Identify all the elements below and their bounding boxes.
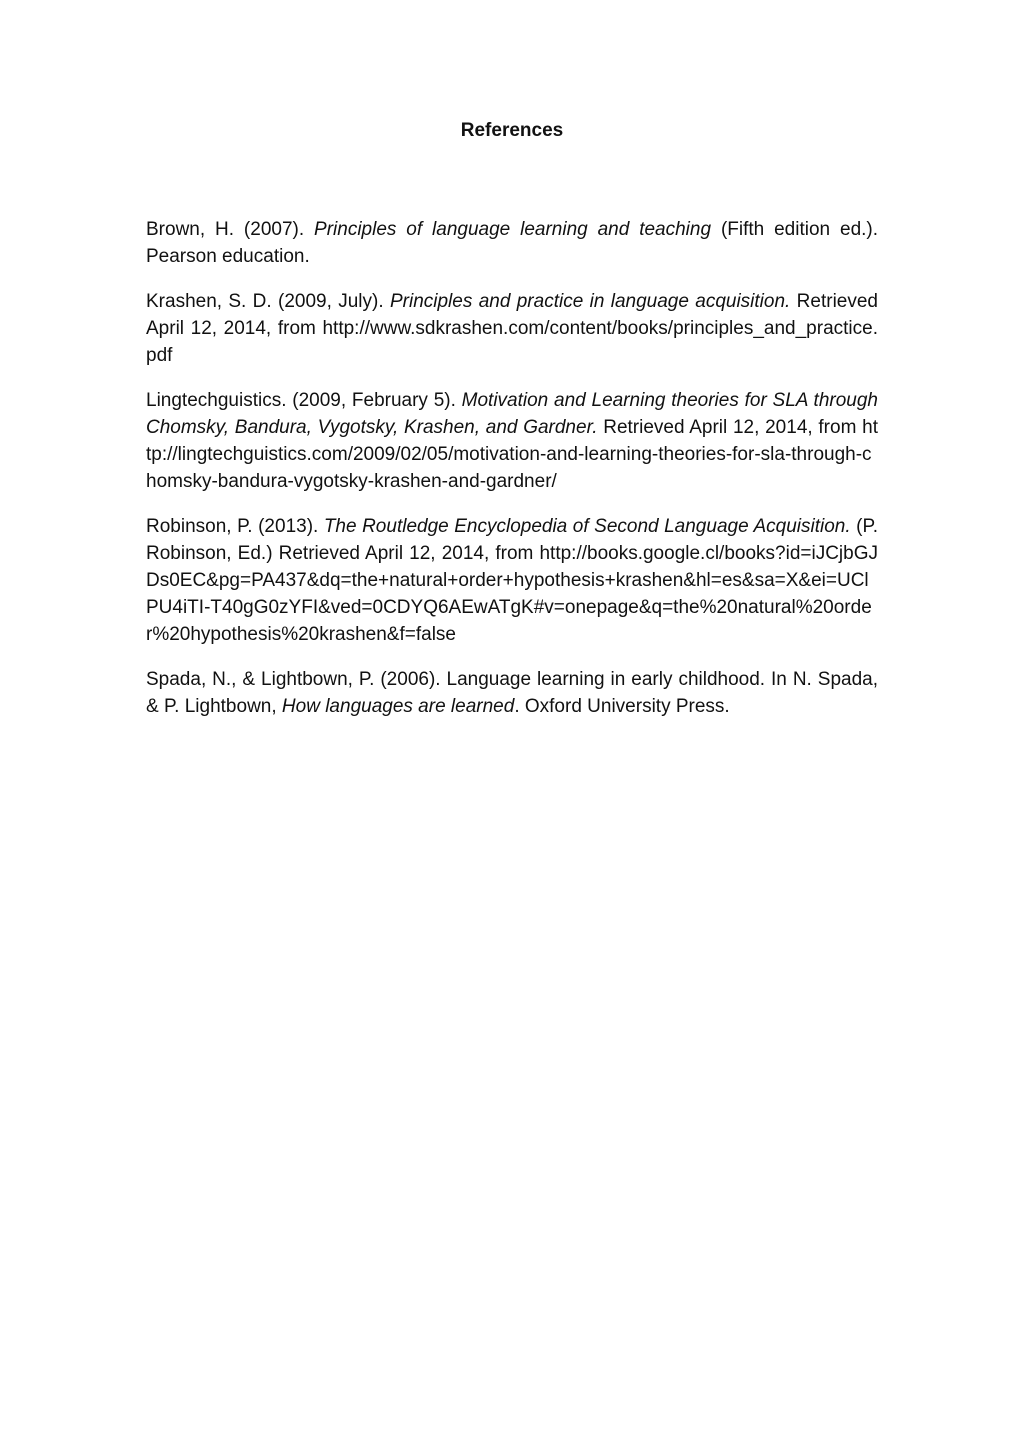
reference-details: (P. Robinson, Ed.) Retrieved April 12, 2014, from [146, 516, 878, 564]
reference-author-date: Spada, N., & Lightbown, P. (2006). Language learning in early childhood. In N. Spada, & P. Lightbown, [146, 669, 878, 717]
reference-author-date: Robinson, P. (2013). [146, 516, 324, 537]
reference-url[interactable]: http://lingtechguistics.com/2009/02/05/motivation-and-learning-theories-for-sla-through-chomsky-bandura-vygotsky-krashen-and-gardner/ [146, 417, 878, 492]
reference-details: Retrieved April 12, 2014, from [146, 291, 878, 339]
reference-title: The Routledge Encyclopedia of Second Language Acquisition. [323, 516, 851, 537]
reference-entry-spada [146, 666, 878, 720]
reference-title: Motivation and Learning theories for SLA through Chomsky, Bandura, Vygotsky, Krashen, and Gardner. [146, 390, 878, 438]
reference-entry-brown [146, 216, 878, 270]
reference-details: . Oxford University Press. [514, 696, 730, 717]
reference-details: (Fifth edition ed.). Pearson education. [146, 219, 879, 267]
page-title: References [460, 120, 564, 141]
reference-author-date: Krashen, S. D. (2009, July). [146, 291, 390, 312]
reference-title: How languages are learned [281, 696, 515, 717]
reference-details: Retrieved April 12, 2014, from [597, 417, 863, 438]
reference-entry-lingtechguistics [146, 387, 878, 495]
reference-title: Principles of language learning and teaching [314, 219, 712, 240]
reference-url[interactable]: http://books.google.cl/books?id=iJCjbGJDs0EC&pg=PA437&dq=the+natural+order+hypothesis+krashen&hl=es&sa=X&ei=UClPU4iTI-T40gG0zYFI&ved=0CDYQ6AEwATgK#v=onepage&q=the%20natural%20order%20hypothesis%20krashen&f=false [146, 543, 878, 645]
reference-list [146, 216, 878, 738]
reference-author-date: Brown, H. (2007). [146, 219, 315, 240]
reference-entry-robinson [146, 513, 878, 648]
reference-author-date: Lingtechguistics. (2009, February 5). [146, 390, 462, 411]
reference-title: Principles and practice in language acquisition. [389, 291, 791, 312]
reference-entry-krashen [146, 288, 878, 369]
reference-url[interactable]: http://www.sdkrashen.com/content/books/principles_and_practice.pdf [146, 318, 878, 366]
